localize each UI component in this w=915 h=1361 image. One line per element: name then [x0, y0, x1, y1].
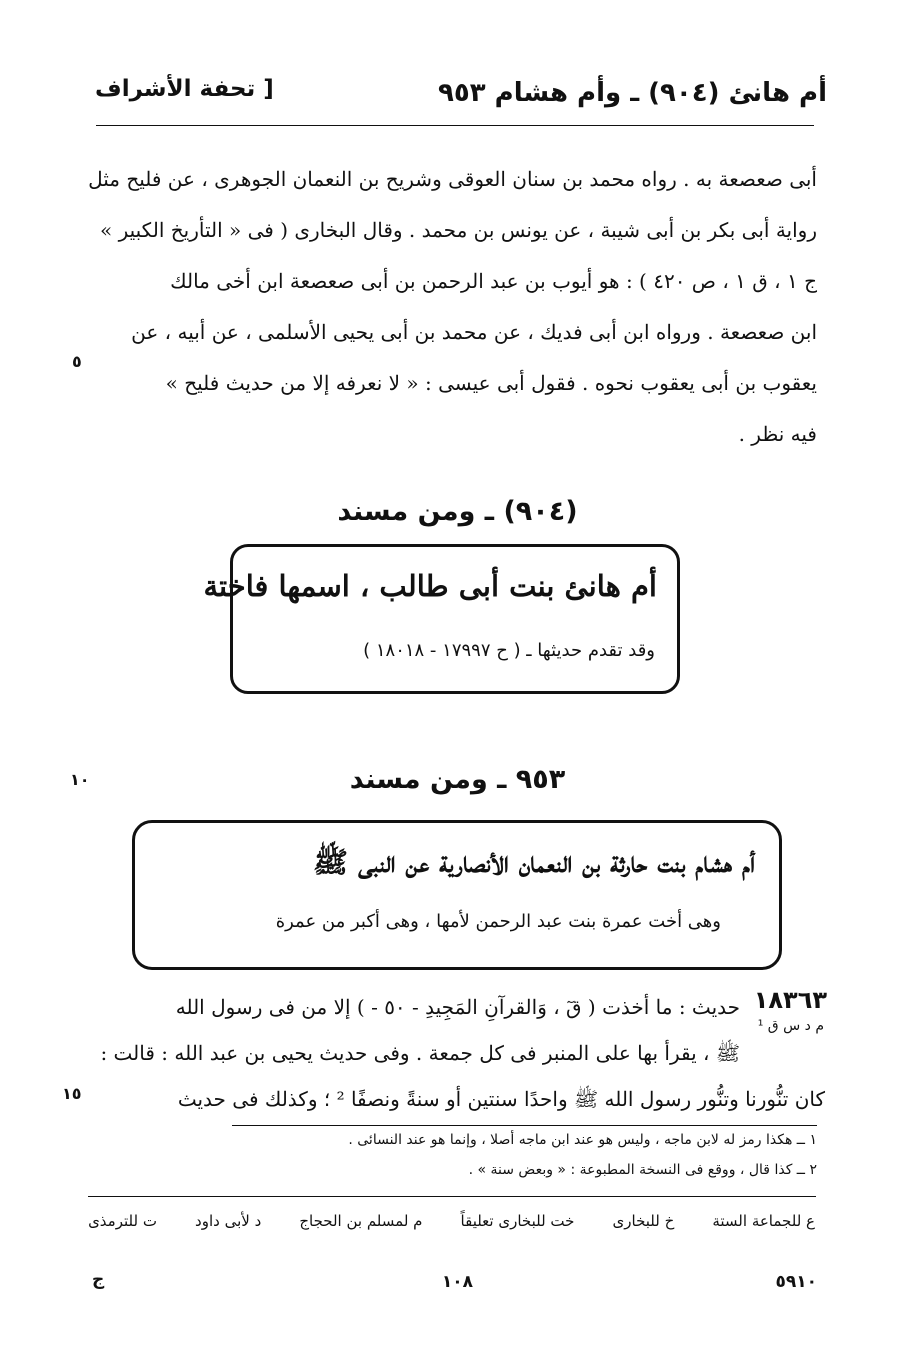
narrator-box-953	[132, 820, 782, 970]
narrator-name: أم هانئ بنت أبى طالب ، اسمها فاختة	[203, 569, 657, 603]
footnote: ١ ــ هكذا رمز له لابن ماجه ، وليس هو عند ابن ماجه أصلا ، وإنما هو عند النسائى .	[348, 1132, 817, 1148]
section-heading-904: (٩٠٤) ـ ومن مسند	[337, 496, 578, 527]
text-line: ج ١ ، ق ١ ، ص ٤٢٠ ) : هو أيوب بن عبد الرحمن بن أبى صعصعة ابن أخى مالك	[170, 269, 817, 293]
hadith-sigla: م د س ق ¹	[757, 1018, 824, 1034]
sigla-item: د لأبى داود	[195, 1212, 262, 1230]
book-title: [ تحفة الأشراف	[95, 76, 274, 102]
legend-rule	[88, 1196, 816, 1197]
running-title: أم هانئ (٩٠٤) ـ وأم هشام ٩٥٣	[438, 78, 827, 108]
sigla-item: خت للبخارى تعليقاً	[460, 1212, 575, 1230]
text-line: كان تنُّورنا وتنُّور رسول الله ﷺ واحدًا سنتين أو سنةً ونصفًا ² ؛ وكذلك فى حديث	[177, 1087, 825, 1111]
narrator-name: أم هشام بنت حارثة بن النعمان الأنصارية عن النبى ﷺ	[312, 845, 755, 879]
text-line: رواية أبى بكر بن أبى شيبة ، عن يونس بن محمد . وقال البخارى ( فى « التأريخ الكبير »	[99, 218, 817, 242]
sigla-item: ع للجماعة الستة	[712, 1212, 815, 1230]
text-line: فيه نظر .	[738, 422, 817, 446]
text-line: حديث : ما أخذت ( قٓ ، وَالقرآنِ المَجِيدِ - ٥٠ - ) إلا من فى رسول الله	[175, 995, 740, 1019]
text-line: ﷺ ، يقرأ بها على المنبر فى كل جمعة . وفى حديث يحيى بن عبد الله : قالت :	[100, 1041, 740, 1065]
signature-mark: ج	[92, 1270, 105, 1290]
text-line: أبى صعصعة به . رواه محمد بن سنان العوقى وشريح بن النعمان الجوهرى ، عن فليح مثل	[88, 167, 817, 191]
footnote: ٢ ــ كذا قال ، ووقع فى النسخة المطبوعة : « وبعض سنة » .	[468, 1162, 817, 1178]
narrator-box-904	[203, 544, 680, 694]
text-line: يعقوب بن أبى يعقوب نحوه . فقول أبى عيسى : « لا نعرفه إلا من حديث فليح »	[165, 371, 817, 395]
sigla-item: ت للترمذى	[88, 1212, 157, 1230]
margin-line-number: ٥	[72, 352, 82, 371]
narrator-note: وقد تقدم حديثها ـ ( ح ١٧٩٩٧ - ١٨٠١٨ )	[363, 640, 655, 661]
page-number: ١٠٨	[441, 1272, 474, 1292]
sigla-legend	[88, 1212, 815, 1230]
margin-line-number: ١٠	[70, 770, 90, 789]
sigla-item: خ للبخارى	[612, 1212, 675, 1230]
hadith-number: ١٨٣٦٣	[753, 986, 827, 1014]
section-heading-953: ٩٥٣ ـ ومن مسند	[349, 764, 566, 795]
footnote-rule	[232, 1125, 817, 1126]
text-line: ابن صعصعة . ورواه ابن أبى فديك ، عن محمد بن أبى يحيى الأسلمى ، عن أبيه ، عن	[131, 320, 817, 344]
sigla-item: م لمسلم بن الحجاج	[299, 1212, 423, 1230]
header-rule	[96, 125, 814, 126]
narrator-note: وهى أخت عمرة بنت عبد الرحمن لأمها ، وهى أكبر من عمرة	[275, 911, 721, 932]
volume-page-number: ٥٩١٠	[775, 1272, 817, 1292]
continuation-paragraph	[88, 154, 817, 460]
margin-line-number: ١٥	[62, 1084, 82, 1103]
